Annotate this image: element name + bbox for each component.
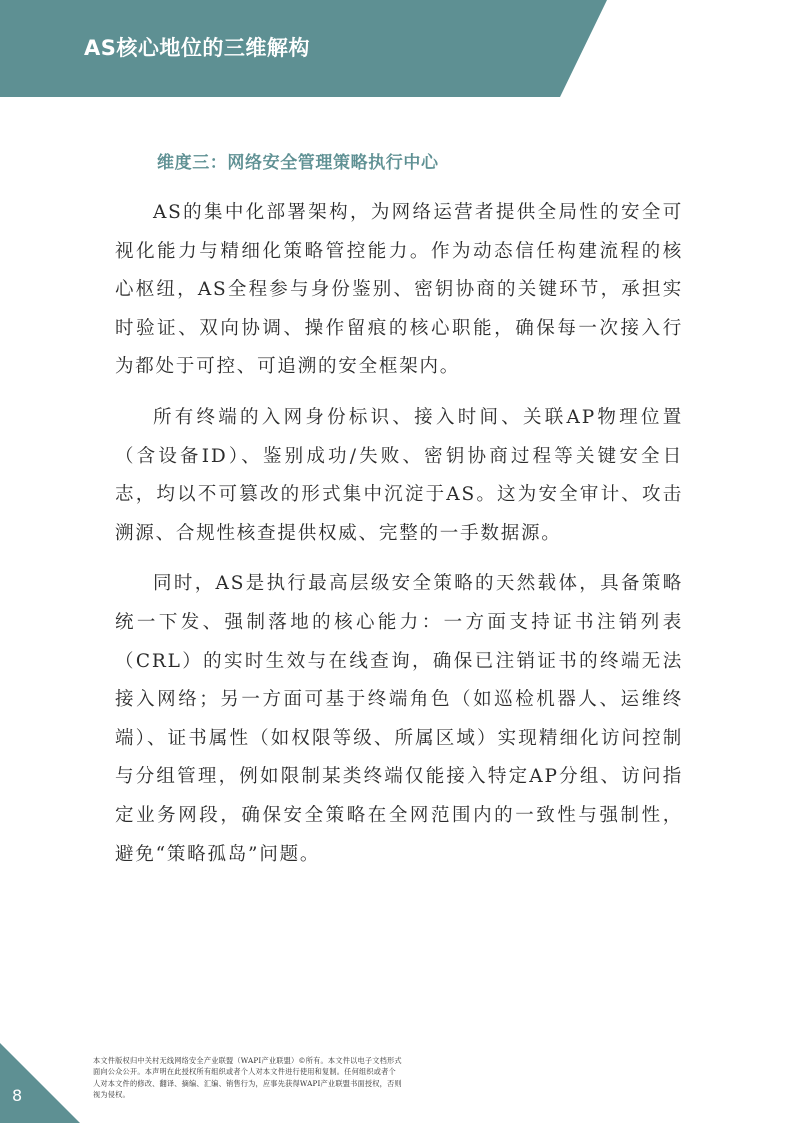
- paragraph: 同时，AS是执行最高层级安全策略的天然载体，具备策略统一下发、强制落地的核心能力：一方面支持证书注销列表（CRL）的实时生效与在线查询，确保已注销证书的终端无法接入网络；另一方面可基于终端角色（如巡检机器人、运维终端）、证书属性（如权限等级、所属区域）实现精细化访问控制与分组管理，例如限制某类终端仅能接入特定AP分组、访问指定业务网段，确保安全策略在全网范围内的一致性与强制性，避免“策略孤岛”问题。: [115, 573, 683, 865]
- page-number: 8: [12, 1086, 23, 1105]
- copyright-note: 本文件版权归中关村无线网络安全产业联盟（WAPI产业联盟）©所有。本文件以电子文档形式面向公众公开。本声明在此授权所有组织或者个人对本文件进行使用和复制。任何组织或者个人对本文件的修改、翻译、摘编、汇编、销售行为，应事先获得WAPI产业联盟书面授权，否则视为侵权。: [93, 1056, 402, 1100]
- paragraph: 所有终端的入网身份标识、接入时间、关联AP物理位置（含设备ID）、鉴别成功/失败、密钥协商过程等关键安全日志，均以不可篡改的形式集中沉淀于AS。这为安全审计、攻击溯源、合规性核查提供权威、完整的一手数据源。: [115, 406, 683, 544]
- body-text: [115, 194, 683, 886]
- corner-decoration: [0, 1043, 80, 1123]
- section-heading: 维度三：网络安全管理策略执行中心: [157, 153, 439, 173]
- page-title: AS核心地位的三维解构: [84, 36, 310, 60]
- paragraph: AS的集中化部署架构，为网络运营者提供全局性的安全可视化能力与精细化策略管控能力。作为动态信任构建流程的核心枢纽，AS全程参与身份鉴别、密钥协商的关键环节，承担实时验证、双向协调、操作留痕的核心职能，确保每一次接入行为都处于可控、可追溯的安全框架内。: [115, 202, 683, 378]
